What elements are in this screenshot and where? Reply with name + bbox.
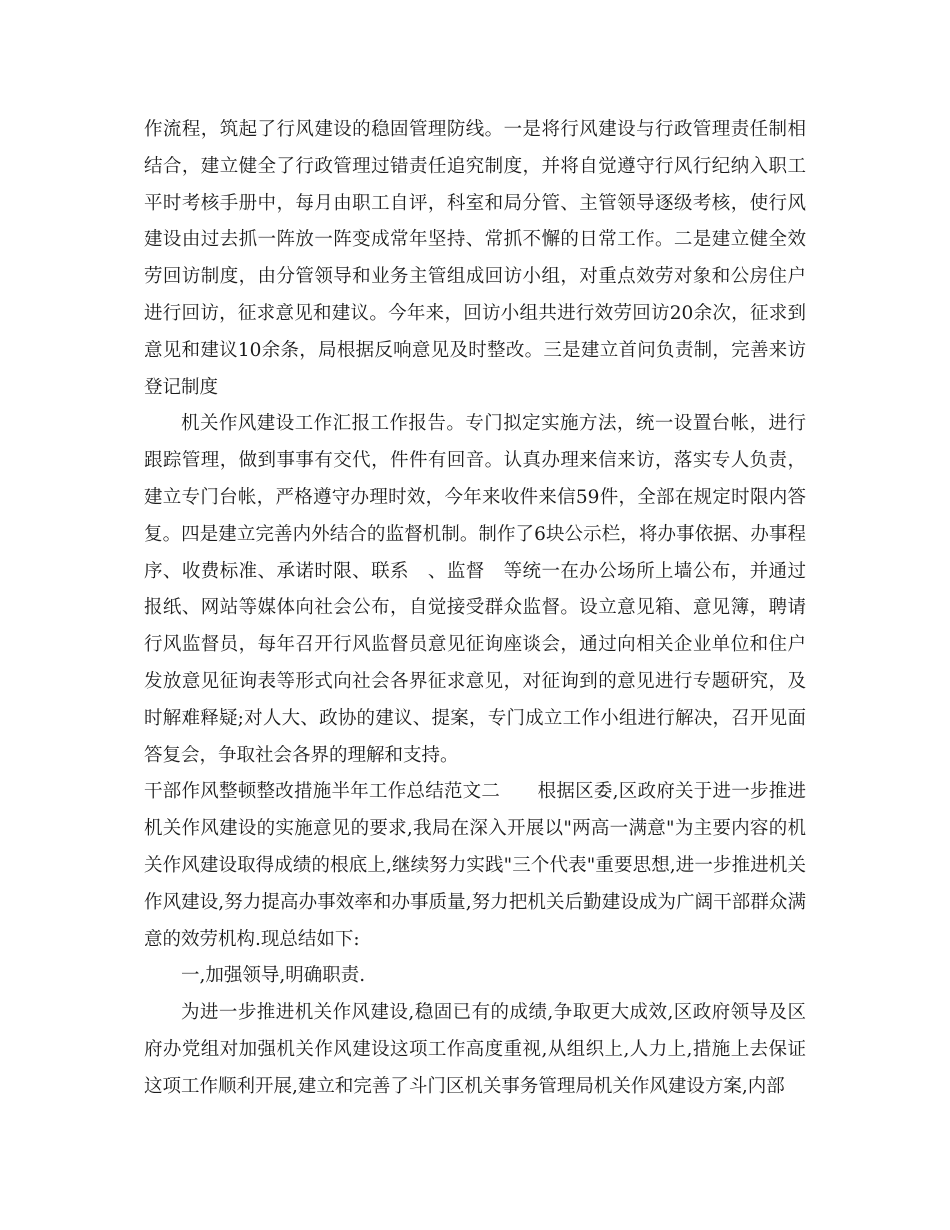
paragraph-1: 作流程，筑起了行风建设的稳固管理防线。一是将行风建设与行政管理责任制相结合，建立健全了行政管理过错责任追究制度，并将自觉遵守行风行纪纳入职工平时考核手册中，每月由职工自评，科室和局分管、主管领导逐级考核，使行风建设由过去抓一阵放一阵变成常年坚持、常抓不懈的日常工作。二是建立健全效劳回访制度，由分管领导和业务主管组成回访小组，对重点效劳对象和公房住户进行回访，征求意见和建议。今年来，回访小组共进行效劳回访20余次，征求到意见和建议10余条，局根据反响意见及时整改。三是建立首问负责制，完善来访登记制度 (144, 119, 806, 398)
document-body (144, 112, 806, 1106)
paragraph-2: 机关作风建设工作汇报工作报告。专门拟定实施方法，统一设置台帐，进行跟踪管理，做到事事有交代，件件有回音。认真办理来信来访，落实专人负责，建立专门台帐，严格遵守办理时效，今年来收件来信59件，全部在规定时限内答复。四是建立完善内外结合的监督机制。制作了6块公示栏，将办事依据、办事程序、收费标准、承诺时限、联系 、监督 等统一在办公场所上墙公布，并通过报纸、网站等媒体向社会公布，自觉接受群众监督。设立意见箱、意见簿，聘请行风监督员，每年召开行风监督员意见征询座谈会，通过向相关企业单位和住户发放意见征询表等形式向社会各界征求意见，对征询到的意见进行专题研究，及时解难释疑;对人大、政协的建议、提案，专门成立工作小组进行解决，召开见面答复会，争取社会各界的理解和支持。 (144, 413, 806, 766)
paragraph-3: 干部作风整顿整改措施半年工作总结范文二 根据区委,区政府关于进一步推进机关作风建设的实施意见的要求,我局在深入开展以"两高一满意"为主要内容的机关作风建设取得成绩的根底上,继续努力实践"三个代表"重要思想,进一步推进机关作风建设,努力提高办事效率和办事质量,努力把机关后勤建设成为广阔干部群众满意的效劳机构.现总结如下: (144, 781, 806, 950)
paragraph-4: 一,加强领导,明确职责. (181, 965, 366, 987)
paragraph-5: 为进一步推进机关作风建设,稳固已有的成绩,争取更大成效,区政府领导及区府办党组对加强机关作风建设这项工作高度重视,从组织上,人力上,措施上去保证这项工作顺利开展,建立和完善了斗门区机关事务管理局机关作风建设方案,内部 (144, 1002, 806, 1097)
